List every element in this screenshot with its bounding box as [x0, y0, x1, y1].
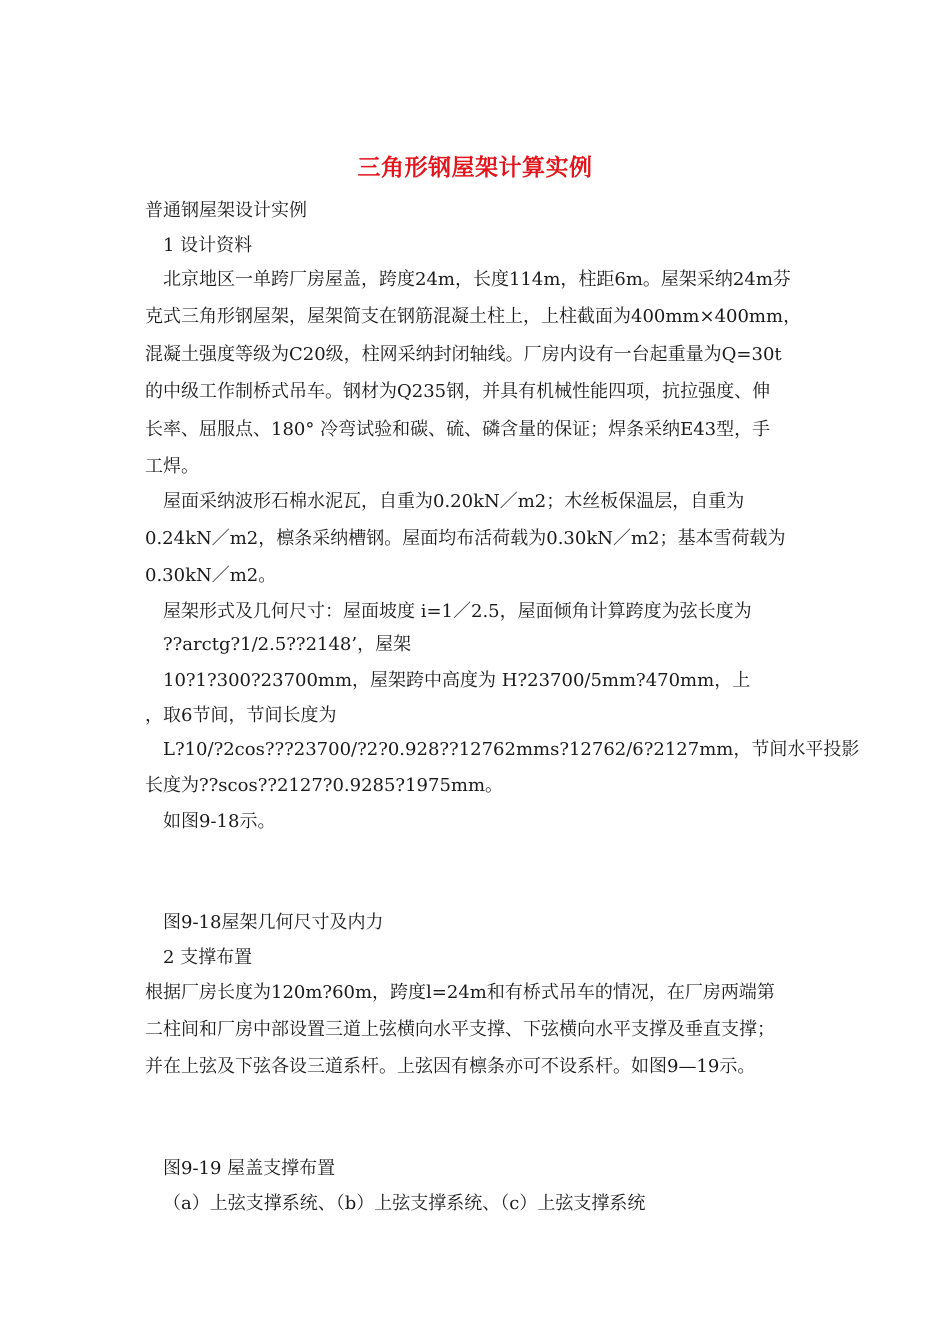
paragraph-line: 克式三角形钢屋架，屋架简支在钢筋混凝土柱上，上柱截面为400mm×400mm， — [145, 306, 802, 327]
paragraph-line: 的中级工作制桥式吊车。钢材为Q235钢，并具有机械性能四项，抗拉强度、伸 — [145, 381, 771, 402]
document-title: 三角形钢屋架计算实例 — [357, 154, 593, 181]
figure-subcaption: （a）上弦支撑系统、（b）上弦支撑系统、（c）上弦支撑系统 — [163, 1193, 646, 1214]
document-subtitle: 普通钢屋架设计实例 — [145, 200, 307, 221]
paragraph-line: L?10/?2cos???23700/?2?0.928??12762mms?12762/6?2127mm，节间水平投影 — [163, 739, 860, 760]
figure-caption: 图9-19 屋盖支撑布置 — [163, 1158, 336, 1179]
paragraph-line: 北京地区一单跨厂房屋盖，跨度24m，长度114m，柱距6m。屋架采纳24m芬 — [163, 269, 791, 290]
paragraph-line: 0.24kN／m2，檩条采纳槽钢。屋面均布活荷载为0.30kN／m2；基本雪荷载为 — [145, 528, 786, 549]
paragraph-line: 并在上弦及下弦各设三道系杆。上弦因有檩条亦可不设系杆。如图9—19示。 — [145, 1056, 756, 1077]
section-heading: 2 支撑布置 — [163, 947, 253, 968]
paragraph-line: 根据厂房长度为120m?60m，跨度l=24m和有桥式吊车的情况，在厂房两端第 — [145, 982, 775, 1003]
paragraph-line: 长度为??scos??2127?0.9285?1975mm。 — [145, 775, 504, 796]
paragraph-line: 长率、屈服点、180° 冷弯试验和碳、硫、磷含量的保证；焊条采纳E43型，手 — [145, 419, 771, 440]
paragraph-line: ??arctg?1/2.5??2148’，屋架 — [163, 634, 412, 655]
figure-reference: 如图9-18示。 — [163, 811, 276, 832]
section-heading: 1 设计资料 — [163, 235, 253, 256]
paragraph-line: 混凝土强度等级为C20级，柱网采纳封闭轴线。厂房内设有一台起重量为Q=30t — [145, 344, 782, 365]
paragraph-line: 二柱间和厂房中部设置三道上弦横向水平支撑、下弦横向水平支撑及垂直支撑； — [145, 1019, 775, 1040]
figure-caption: 图9-18屋架几何尺寸及内力 — [163, 912, 384, 933]
paragraph-line: 10?1?300?23700mm，屋架跨中高度为 H?23700/5mm?470mm，上 — [163, 670, 751, 691]
paragraph-line: 0.30kN／m2。 — [145, 565, 277, 586]
paragraph-line: ，取6节间，节间长度为 — [145, 705, 337, 726]
paragraph-line: 屋架形式及几何尺寸：屋面坡度 i=1／2.5，屋面倾角计算跨度为弦长度为 — [163, 601, 752, 622]
paragraph-line: 工焊。 — [145, 456, 199, 477]
paragraph-line: 屋面采纳波形石棉水泥瓦，自重为0.20kN／m2；木丝板保温层，自重为 — [163, 491, 745, 512]
